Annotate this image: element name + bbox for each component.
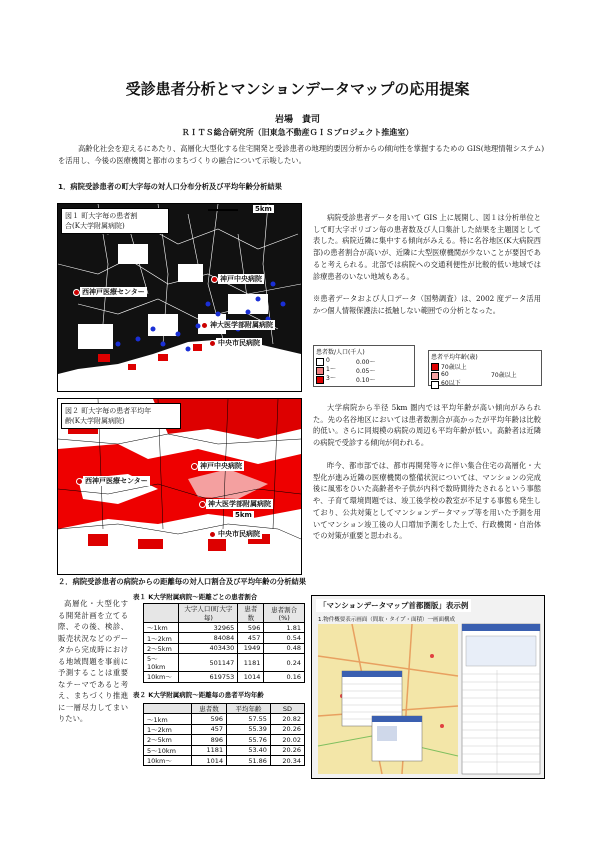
table-2-header: 平均年齢 (227, 704, 271, 714)
figure-2-label-shindai: 神大医学部附属病院 (208, 500, 271, 508)
table-cell: 51.86 (227, 755, 271, 765)
table-cell: 5〜10km (144, 654, 179, 672)
legend-2-title: 患者平均年齢(歳) (431, 354, 478, 361)
figure-2-map (57, 398, 302, 575)
figure-2-legend (428, 350, 542, 386)
figure-1-label-shindai: 神大医学部附属病院 (210, 321, 273, 329)
table-cell: 0.54 (264, 633, 305, 643)
table-cell: 1181 (191, 745, 226, 755)
legend-swatch (316, 367, 324, 375)
legend-swatch (316, 358, 324, 366)
table-cell: 10km〜 (144, 755, 192, 765)
table-cell: 20.34 (270, 755, 304, 765)
abstract: 高齢化社会を迎えるにあたり、高層化大型化する住宅開発と受診患者の地理的要因分析からの傾向性を掌握するための GIS(地理情報システム)を活用し、今後の医療機関と都市のまちづくりの融合について示唆したい。 (58, 144, 545, 165)
screenshot-title: 「マンションデータマップ首都圏版」表示例 (316, 599, 471, 612)
legend-1-row: 0 (326, 357, 330, 364)
table-cell: 55.39 (227, 724, 271, 734)
legend-1-col: 0.05〜 (356, 368, 376, 375)
paragraph-2: 大学病院から半径 5km 圏内では平均年齢が高い傾向がみられた。先の名谷地区においては患者数割合が高かったが平均年齢は比較的低い。さらに同規模の病院の周辺も平均年齢が低い。高齢者は近隣の病院で受診する傾向が伺われる。 (313, 403, 541, 448)
section-2-heading: ２．病院受診患者の病院からの距離毎の対人口割合及び平均年齢の分析結果 (58, 577, 307, 586)
legend-1-title: 患者数/人口(千人) (316, 349, 365, 356)
screenshot-subtitle: 1.物件概要表示画面（間取・タイプ・面積）一画面構成 (318, 617, 455, 623)
legend-1-col: 0.00〜 (356, 359, 376, 366)
table-cell: 55.76 (227, 735, 271, 745)
figure-2-hospital-marker (209, 531, 216, 538)
table-cell: 1181 (238, 654, 264, 672)
legend-swatch (431, 363, 439, 371)
figure-1-hospital-marker (201, 322, 208, 329)
legend-swatch (431, 381, 439, 389)
author: 岩場 貴司 (274, 115, 320, 125)
table-1-header: 患者数 (238, 604, 264, 623)
table-cell: 0.48 (264, 643, 305, 653)
table-row (144, 654, 305, 672)
table-cell: 53.40 (227, 745, 271, 755)
table-row (144, 745, 305, 755)
table-row (144, 672, 305, 682)
legend-2-row: 60 (441, 371, 449, 378)
table-cell: 〜1km (144, 623, 179, 633)
figure-1-hospital-marker (211, 276, 218, 283)
table-cell: 32965 (179, 623, 238, 633)
table-cell: 20.02 (270, 735, 304, 745)
table-row (144, 735, 305, 745)
legend-swatch (431, 372, 439, 380)
table-1-header (144, 604, 179, 623)
table-cell: 403430 (179, 643, 238, 653)
legend-1-row: 1〜 (326, 366, 336, 373)
closing-text: 高層化・大型化する開発計画を立てる際、その後、検診、販売状況などのデータから完成時における地域問題を事前に予測することは重要なテーマであると考え、まちづくり推進に一層尽力してまいりたい。 (58, 599, 128, 723)
table-cell: 2〜5km (144, 735, 192, 745)
table-2-header: SD (270, 704, 304, 714)
table-cell: 596 (191, 714, 226, 724)
table-cell: 20.82 (270, 714, 304, 724)
table-2-header-row (144, 704, 305, 714)
table-2 (143, 703, 305, 766)
table-cell: 501147 (179, 654, 238, 672)
figure-2-label-nishikobe: 西神戸医療センター (85, 477, 148, 485)
affiliation: ＲＩＴＳ総合研究所（旧東急不動産ＧＩＳプロジェクト推進室） (181, 127, 414, 137)
figure-1-hospital-marker (209, 340, 216, 347)
figure-1-hospital-marker (73, 289, 80, 296)
table-cell: 20.26 (270, 745, 304, 755)
table-2-title: 表２ K大学附属病院～距離毎の患者平均年齢 (133, 691, 264, 699)
paragraph-1: 病院受診患者データを用いて GIS 上に展開し、図１は分析単位として町大字ポリゴン毎の患者数及び人口集計した結果を主題図として表した。病院近隣に集中する傾向がみえる。特に名谷地区(K大病院西部)の患者割合が高いが、近隣に大型医療機関が少ないことが要因であると考えられる。北部では病院への交通利便性が比較的低い地域では診療患者のいない地域もある。 (313, 213, 541, 281)
table-cell: 1〜2km (144, 724, 192, 734)
table-cell: 20.26 (270, 724, 304, 734)
table-row (144, 724, 305, 734)
legend-swatch (316, 376, 324, 384)
table-cell: 457 (238, 633, 264, 643)
page-title: 受診患者分析とマンションデータマップの応用提案 (125, 80, 470, 98)
table-cell: 619753 (179, 672, 238, 682)
table-1-header: 大字人口(町大字毎) (179, 604, 238, 623)
table-2-header: 患者数 (191, 704, 226, 714)
figure-2-caption-line2: 齢(K大学附属病院) (65, 417, 125, 425)
table-row (144, 623, 305, 633)
paragraph-1-note: ※患者データおよび人口データ（国勢調査）は、2002 度データ活用かつ個人情報保護法に抵触しない範囲での分析となった。 (313, 294, 541, 315)
table-cell: 0.24 (264, 654, 305, 672)
figure-2-hospital-marker (76, 478, 83, 485)
figure-1-legend (313, 345, 415, 387)
figure-1-scale: 5km (255, 205, 272, 213)
table-cell: 1〜2km (144, 633, 179, 643)
table-row (144, 633, 305, 643)
mansion-datamap-screenshot (311, 595, 545, 779)
table-1-title: 表１ K大学附属病院～距離ごとの患者割合 (133, 593, 258, 601)
figure-1-label-chuo-shimin: 中央市民病院 (218, 339, 260, 347)
table-row (144, 755, 305, 765)
figure-2-caption (61, 403, 181, 429)
table-cell: 1949 (238, 643, 264, 653)
table-1 (143, 603, 305, 683)
figure-1-caption-line2: 合(K大学附属病院) (65, 222, 125, 230)
table-cell: 2〜5km (144, 643, 179, 653)
legend-1-row: 3〜 (326, 375, 336, 382)
figure-2-hospital-marker (191, 463, 198, 470)
legend-2-row: 70歳以上 (441, 364, 467, 371)
table-cell: 1014 (238, 672, 264, 682)
table-cell: 596 (238, 623, 264, 633)
legend-2-extra: 70歳以上 (491, 372, 517, 379)
figure-2-caption-line1: 図２ 町大字毎の患者平均年 (65, 407, 152, 415)
table-cell: 1014 (191, 755, 226, 765)
figure-2-hospital-marker (199, 501, 206, 508)
figure-1-caption-line1: 図１ 町大字毎の患者割 (65, 212, 138, 220)
legend-1-col: 0.10〜 (356, 377, 376, 384)
figure-1-map (57, 203, 302, 392)
table-cell: 896 (191, 735, 226, 745)
table-row (144, 643, 305, 653)
table-cell: 10km〜 (144, 672, 179, 682)
figure-1-label-nishikobe: 西神戸医療センター (82, 288, 145, 296)
table-cell: 57.55 (227, 714, 271, 724)
table-2-header (144, 704, 192, 714)
paragraph-3: 昨今、都市部では、都市再開発等々に伴い集合住宅の高層化・大型化が進み近隣の医療機関の整備状況については、マンションの完成後に風邪をひいた高齢者や子供が内科で数時間待たされるという事態や、子育て環境問題では、竣工後学校の教室が不足する事態も発生しており、公共対策としてマンションデータマップ等を用いた予測を用いてマンション竣工後の人口増加予測をした上で、行政機関・自治体での対策が重要と思われる。 (313, 461, 541, 541)
table-cell: 〜1km (144, 714, 192, 724)
figure-1-caption (61, 208, 169, 234)
table-1-header: 患者割合(%) (264, 604, 305, 623)
table-row (144, 714, 305, 724)
legend-2-row: 60以下 (441, 380, 461, 387)
figure-1-label-kobe-central: 神戸中央病院 (220, 275, 262, 283)
table-1-header-row (144, 604, 305, 623)
table-cell: 5〜10km (144, 745, 192, 755)
figure-2-label-kobe-central: 神戸中央病院 (200, 462, 242, 470)
section-1-heading: 1．病院受診患者の町大字毎の対人口分布分析及び平均年齢分析結果 (58, 182, 282, 191)
screenshot-graphic (312, 596, 544, 778)
figure-2-scale: 5km (235, 511, 252, 519)
table-cell: 0.16 (264, 672, 305, 682)
table-cell: 457 (191, 724, 226, 734)
figure-2-label-chuo-shimin: 中央市民病院 (218, 530, 260, 538)
table-cell: 1.81 (264, 623, 305, 633)
table-cell: 84084 (179, 633, 238, 643)
